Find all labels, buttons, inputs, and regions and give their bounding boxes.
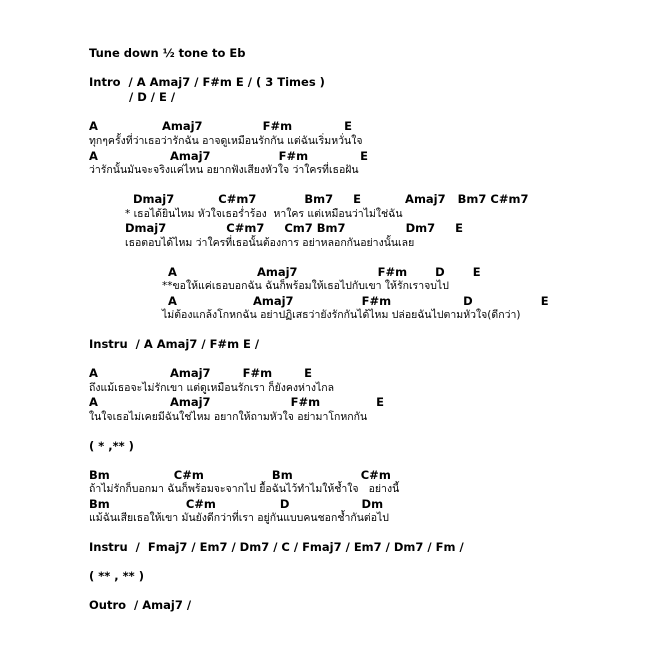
- repeat-marker-2: ( ** , ** ): [89, 569, 144, 583]
- bridge-chord-line-2: Bm C#m D Dm: [89, 497, 384, 511]
- song-tuning-line: Tune down ½ tone to Eb: [89, 46, 246, 60]
- verse1-lyric-line-2: ว่ารักนั้นมันจะจริงแค่ไหน อยากฟังเสียงหัวใจ ว่าใครที่เธอฝัน: [89, 164, 359, 176]
- verse1-chord-line-1: A Amaj7 F#m E: [89, 119, 352, 133]
- bridge-lyric-line-1: ถ้าไม่รักก็บอกมา ฉันก็พร้อมจะจากไป ยื้อฉันไว้ทำไมให้ช้ำใจ อย่างนี้: [89, 483, 400, 495]
- chorus-chord-line-1: A Amaj7 F#m D E: [168, 265, 481, 279]
- prechorus-chord-line-2: Dmaj7 C#m7 Cm7 Bm7 Dm7 E: [125, 221, 464, 235]
- outro-line: Outro / Amaj7 /: [89, 598, 192, 612]
- prechorus-lyric-line-1: * เธอได้ยินไหม หัวใจเธอร่ำร้อง หาใคร แต่เหมือนว่าไม่ใช่ฉัน: [125, 208, 403, 220]
- verse1-chord-line-2: A Amaj7 F#m E: [89, 149, 368, 163]
- intro-chords-line: Intro / A Amaj7 / F#m E / ( 3 Times ): [89, 75, 325, 89]
- instru-line-1: Instru / A Amaj7 / F#m E /: [89, 337, 260, 351]
- intro-chords-line-2: / D / E /: [129, 90, 176, 104]
- prechorus-lyric-line-2: เธอตอบได้ไหม ว่าใครที่เธอนั้นต้องการ อย่าหลอกกันอย่างนั้นเลย: [125, 237, 415, 249]
- bridge-chord-line-1: Bm C#m Bm C#m: [89, 468, 391, 482]
- bridge-lyric-line-2: แม้ฉันเสียเธอให้เขา มันยังดีกว่าที่เรา อยู่กันแบบคนชอกช้ำกันต่อไป: [89, 512, 389, 524]
- prechorus-chord-line-1: Dmaj7 C#m7 Bm7 E Amaj7 Bm7 C#m7: [133, 192, 529, 206]
- verse1-lyric-line-1: ทุกๆครั้งที่ว่าเธอว่ารักฉัน อาจดูเหมือนรักกัน แต่ฉันเริ่มหวั่นใจ: [89, 135, 363, 147]
- verse2-lyric-line-2: ในใจเธอไม่เคยมีฉันใช่ไหม อยากให้ถามหัวใจ อย่ามาโกหกกัน: [89, 411, 368, 423]
- verse2-chord-line-2: A Amaj7 F#m E: [89, 395, 385, 409]
- verse2-lyric-line-1: ถึงแม้เธอจะไม่รักเขา แต่ดูเหมือนรักเรา ก็ยังคงห่างไกล: [89, 382, 335, 394]
- chorus-lyric-line-2: ไม่ต้องแกล้งโกหกฉัน อย่าปฏิเสธว่ายังรักกันได้ไหม ปล่อยฉันไปตามหัวใจ(ดีกว่า): [162, 309, 521, 321]
- repeat-marker-1: ( * ,** ): [89, 439, 134, 453]
- chorus-lyric-line-1: **ขอให้แค่เธอบอกฉัน ฉันก็พร้อมให้เธอไปกับเขา ให้รักเราจบไป: [162, 280, 449, 292]
- verse2-chord-line-1: A Amaj7 F#m E: [89, 366, 312, 380]
- chorus-chord-line-2: A Amaj7 F#m D E: [168, 294, 549, 308]
- instru-line-2: Instru / Fmaj7 / Em7 / Dm7 / C / Fmaj7 / Em7 / Dm7 / Fm /: [89, 540, 464, 554]
